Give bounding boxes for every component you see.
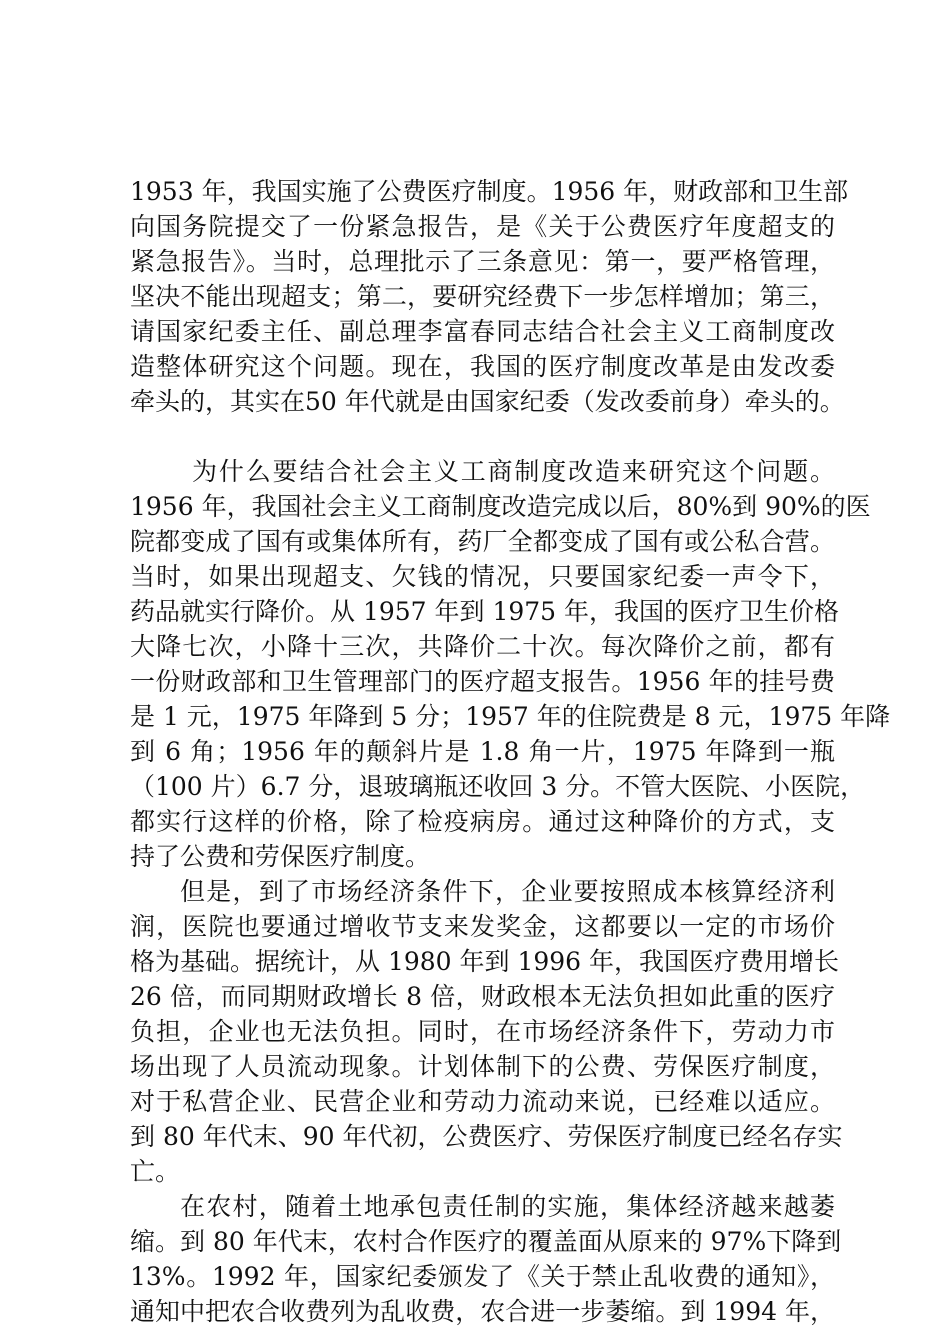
text-line: 对于私营企业、民营企业和劳动力流动来说，已经难以适应。: [130, 1087, 835, 1116]
text-line: 向国务院提交了一份紧急报告，是《关于公费医疗年度超支的: [130, 212, 835, 241]
text-line: 亡。: [130, 1157, 181, 1186]
text-line: 药品就实行降价。从 1957 年到 1975 年，我国的医疗卫生价格: [130, 597, 840, 626]
text-line: 26 倍，而同期财政增长 8 倍，财政根本无法负担如此重的医疗: [130, 982, 835, 1011]
text-line: 13%。1992 年，国家纪委颁发了《关于禁止乱收费的通知》，: [130, 1262, 835, 1291]
text-line: 格为基础。据统计，从 1980 年到 1996 年，我国医疗费用增长: [130, 947, 840, 976]
text-line: 持了公费和劳保医疗制度。: [130, 842, 431, 871]
paragraph-4: [130, 1189, 842, 1329]
text-line: 造整体研究这个问题。现在，我国的医疗制度改革是由发改委: [130, 352, 835, 381]
paragraph-2: [130, 454, 891, 874]
text-line: 一份财政部和卫生管理部门的医疗超支报告。1956 年的挂号费: [130, 667, 835, 696]
text-line: 坚决不能出现超支；第二，要研究经费下一步怎样增加；第三，: [130, 282, 835, 311]
paragraph-gap: [130, 419, 835, 454]
text-line: 负担，企业也无法负担。同时，在市场经济条件下，劳动力市: [130, 1017, 835, 1046]
text-line: 当时，如果出现超支、欠钱的情况，只要国家纪委一声令下，: [130, 562, 835, 591]
text-line: 紧急报告》。当时，总理批示了三条意见：第一，要严格管理，: [130, 247, 835, 276]
text-line: 1953 年，我国实施了公费医疗制度。1956 年，财政部和卫生部: [130, 177, 849, 206]
text-line: 为什么要结合社会主义工商制度改造来研究这个问题。: [192, 457, 835, 486]
text-line: 到 6 角；1956 年的颠斜片是 1.8 角一片，1975 年降到一瓶: [130, 737, 835, 766]
text-line: 场出现了人员流动现象。计划体制下的公费、劳保医疗制度，: [130, 1052, 835, 1081]
text-line: 牵头的，其实在50 年代就是由国家纪委（发改委前身）牵头的。: [130, 387, 845, 416]
text-line: 润，医院也要通过增收节支来发奖金，这都要以一定的市场价: [130, 912, 835, 941]
document-body: [130, 174, 891, 1329]
text-line: 通知中把农合收费列为乱收费，农合进一步萎缩。到 1994 年，: [130, 1297, 835, 1326]
text-line: （100 片）6.7 分，退玻璃瓶还收回 3 分。不管大医院、小医院，: [130, 772, 866, 801]
paragraph-3: [130, 874, 843, 1189]
text-line: 1956 年，我国社会主义工商制度改造完成以后，80%到 90%的医: [130, 492, 871, 521]
text-line: 是 1 元，1975 年降到 5 分；1957 年的住院费是 8 元，1975 年降: [130, 702, 891, 731]
text-line: 到 80 年代末、90 年代初，公费医疗、劳保医疗制度已经名存实: [130, 1122, 843, 1151]
text-line: 都实行这样的价格，除了检疫病房。通过这种降价的方式，支: [130, 807, 835, 836]
text-line: 但是，到了市场经济条件下，企业要按照成本核算经济利: [180, 877, 835, 906]
text-line: 院都变成了国有或集体所有，药厂全都变成了国有或公私合营。: [130, 527, 835, 556]
text-line: 在农村，随着土地承包责任制的实施，集体经济越来越萎: [180, 1192, 835, 1221]
paragraph-1: [130, 174, 849, 419]
text-line: 缩。到 80 年代末，农村合作医疗的覆盖面从原来的 97%下降到: [130, 1227, 842, 1256]
text-line: 大降七次，小降十三次，共降价二十次。每次降价之前，都有: [130, 632, 835, 661]
text-line: 请国家纪委主任、副总理李富春同志结合社会主义工商制度改: [130, 317, 835, 346]
